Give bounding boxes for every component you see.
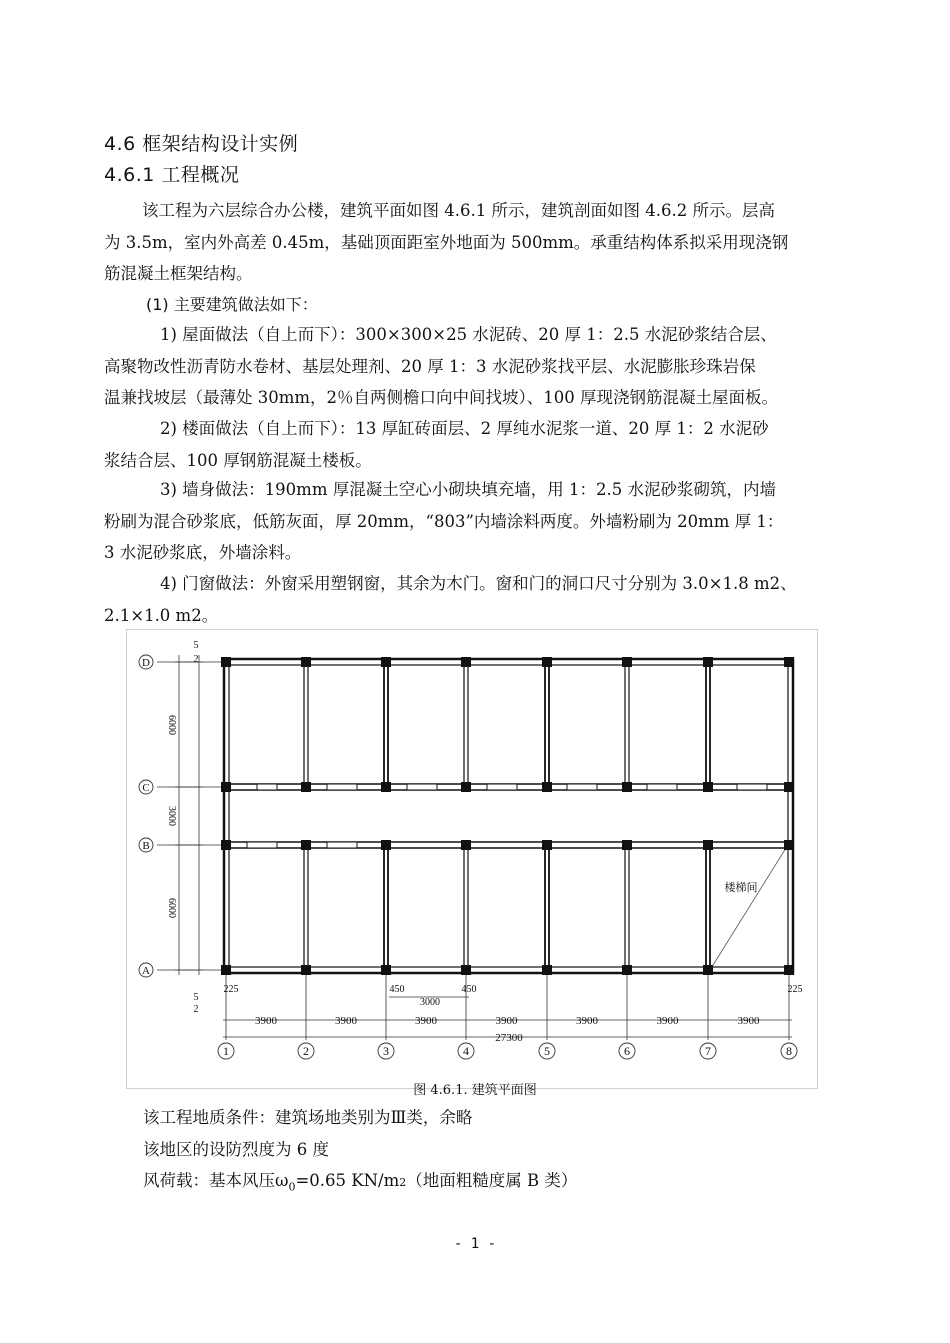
column xyxy=(542,965,552,975)
bay-dim-text: 3900 xyxy=(335,1015,357,1027)
bay-dim-text: 3900 xyxy=(576,1015,598,1027)
axis-label-2: 2 xyxy=(303,1044,309,1058)
axis-label-4: 4 xyxy=(463,1044,469,1058)
item-line: 浆结合层、100 厚钢筋混凝土楼板。 xyxy=(104,450,372,470)
column xyxy=(542,782,552,792)
window-opening xyxy=(407,784,437,790)
item-line: 温兼找坡层（最薄处 30mm，2％自两侧檐口向中间找坡）、100 厚现浇钢筋混凝土屋面板。 xyxy=(104,388,779,407)
bay-dim-text: 3900 xyxy=(415,1015,437,1027)
dim-text: 3000 xyxy=(420,997,440,1008)
column xyxy=(542,840,552,850)
subsection-heading: 4.6.1 工程概况 xyxy=(104,164,240,186)
column xyxy=(622,657,632,667)
column xyxy=(461,657,471,667)
column xyxy=(221,782,231,792)
total-dim-text: 27300 xyxy=(495,1032,523,1044)
column xyxy=(461,782,471,792)
window-opening xyxy=(257,784,277,790)
item-line: 2) 楼面做法（自上而下）：13 厚缸砖面层、2 厚纯水泥浆一道、20 厚 1：2 水泥砂 xyxy=(160,419,769,438)
column xyxy=(622,782,632,792)
wind-suffix: （地面粗糙度属 B 类） xyxy=(406,1171,578,1190)
left-dim-text: 2 xyxy=(193,654,199,665)
column xyxy=(461,840,471,850)
item-line: 3) 墙身做法：190mm 厚混凝土空心小砌块填充墙，用 1：2.5 水泥砂浆砌筑，内墙 xyxy=(160,480,776,499)
column xyxy=(301,657,311,667)
column xyxy=(221,657,231,667)
axis-label-3: 3 xyxy=(383,1044,389,1058)
column xyxy=(703,965,713,975)
item-window xyxy=(104,568,846,631)
bay-dim-text: 3900 xyxy=(737,1015,760,1027)
item-floor xyxy=(104,413,846,476)
column xyxy=(784,840,794,850)
column xyxy=(301,965,311,975)
item-wall xyxy=(104,474,846,569)
outer-wall xyxy=(224,659,793,973)
item-line: 粉刷为混合砂浆底，低筋灰面，厚 20mm，“803”内墙涂料两度。外墙粉刷为 20mm 厚 1： xyxy=(104,511,784,531)
column xyxy=(381,657,391,667)
axis-label-A: A xyxy=(142,965,150,977)
wind-prefix: 风荷载：基本风压ω xyxy=(143,1171,289,1190)
column xyxy=(703,840,713,850)
geology-line: 该工程地质条件：建筑场地类别为Ⅲ类，余略 xyxy=(143,1108,473,1127)
item-line: 2.1×1.0 m2。 xyxy=(104,605,219,625)
method-heading: (1) 主要建筑做法如下： xyxy=(146,295,318,314)
item-line: 4) 门窗做法：外窗采用塑钢窗，其余为木门。窗和门的洞口尺寸分别为 3.0×1.8 m2、 xyxy=(160,574,797,593)
item-line: 高聚物改性沥青防水卷材、基层处理剂、20 厚 1：3 水泥砂浆找平层、水泥膨胀珍珠岩保 xyxy=(104,356,756,376)
window-opening xyxy=(647,784,677,790)
dim-text: 450 xyxy=(389,984,405,995)
window-opening xyxy=(567,784,597,790)
axis-label-1: 1 xyxy=(223,1044,229,1058)
section-heading: 4.6 框架结构设计实例 xyxy=(104,133,299,155)
floor-plan-figure xyxy=(126,629,818,1089)
bay-dim-text: 3900 xyxy=(656,1015,679,1027)
wind-value: =0.65 KN/m xyxy=(295,1171,400,1190)
column xyxy=(221,840,231,850)
window-opening xyxy=(487,784,517,790)
outer-wall-inner xyxy=(229,665,788,967)
page-number: - 1 - xyxy=(453,1236,497,1252)
column xyxy=(703,782,713,792)
figure-caption: 图 4.6.1. 建筑平面图 xyxy=(413,1083,537,1098)
column xyxy=(461,965,471,975)
column xyxy=(542,657,552,667)
wind-unit-exponent: 2 xyxy=(399,1176,407,1189)
column xyxy=(622,965,632,975)
axis-label-B: B xyxy=(142,840,150,852)
item-line: 3 水泥砂浆底，外墙涂料。 xyxy=(104,543,302,562)
dim-text: 225 xyxy=(223,984,239,995)
axis-label-C: C xyxy=(142,782,150,794)
bay-dim-text: 3900 xyxy=(255,1015,277,1027)
intro-paragraph xyxy=(104,195,846,290)
left-dim-text: 5 xyxy=(193,640,199,651)
window-opening xyxy=(327,842,357,848)
axis-label-D: D xyxy=(142,657,150,669)
left-dim-text: 2 xyxy=(193,1004,199,1015)
axis-label-6: 6 xyxy=(624,1044,630,1058)
window-opening xyxy=(737,784,767,790)
item-roof xyxy=(104,319,846,414)
column xyxy=(784,965,794,975)
seismic-line: 该地区的设防烈度为 6 度 xyxy=(143,1140,329,1159)
dim-text: 225 xyxy=(787,984,803,995)
axis-label-5: 5 xyxy=(544,1044,550,1058)
axis-label-7: 7 xyxy=(705,1044,711,1058)
left-dim-text: 5 xyxy=(193,992,199,1003)
dim-text: 450 xyxy=(461,984,477,995)
left-dim-text: 6000 xyxy=(166,715,177,735)
column xyxy=(381,840,391,850)
intro-line: 筋混凝土框架结构。 xyxy=(104,264,253,283)
column xyxy=(784,782,794,792)
stair-line xyxy=(710,848,786,970)
column xyxy=(301,782,311,792)
column xyxy=(381,782,391,792)
wind-subscript: 0 xyxy=(288,1180,296,1194)
window-opening xyxy=(247,842,277,848)
column xyxy=(381,965,391,975)
bay-dim-text: 3900 xyxy=(495,1015,518,1027)
intro-line: 该工程为六层综合办公楼，建筑平面如图 4.6.1 所示，建筑剖面如图 4.6.2 所示。层高 xyxy=(142,201,775,220)
axis-label-8: 8 xyxy=(786,1044,792,1058)
left-dim-text: 6000 xyxy=(166,898,177,918)
wind-line xyxy=(143,1167,577,1193)
column xyxy=(703,657,713,667)
column xyxy=(221,965,231,975)
left-dim-text: 3000 xyxy=(166,806,177,826)
column xyxy=(784,657,794,667)
window-opening xyxy=(327,784,357,790)
item-line: 1) 屋面做法（自上而下）：300×300×25 水泥砖、20 厚 1：2.5 水泥砂浆结合层、 xyxy=(160,325,777,344)
column xyxy=(622,840,632,850)
column xyxy=(301,840,311,850)
stair-label: 楼梯间 xyxy=(724,882,758,894)
floor-plan-drawing xyxy=(127,630,817,1088)
intro-line: 为 3.5m，室内外高差 0.45m，基础顶面距室外地面为 500mm。承重结构体系拟采用现浇钢 xyxy=(104,232,789,252)
